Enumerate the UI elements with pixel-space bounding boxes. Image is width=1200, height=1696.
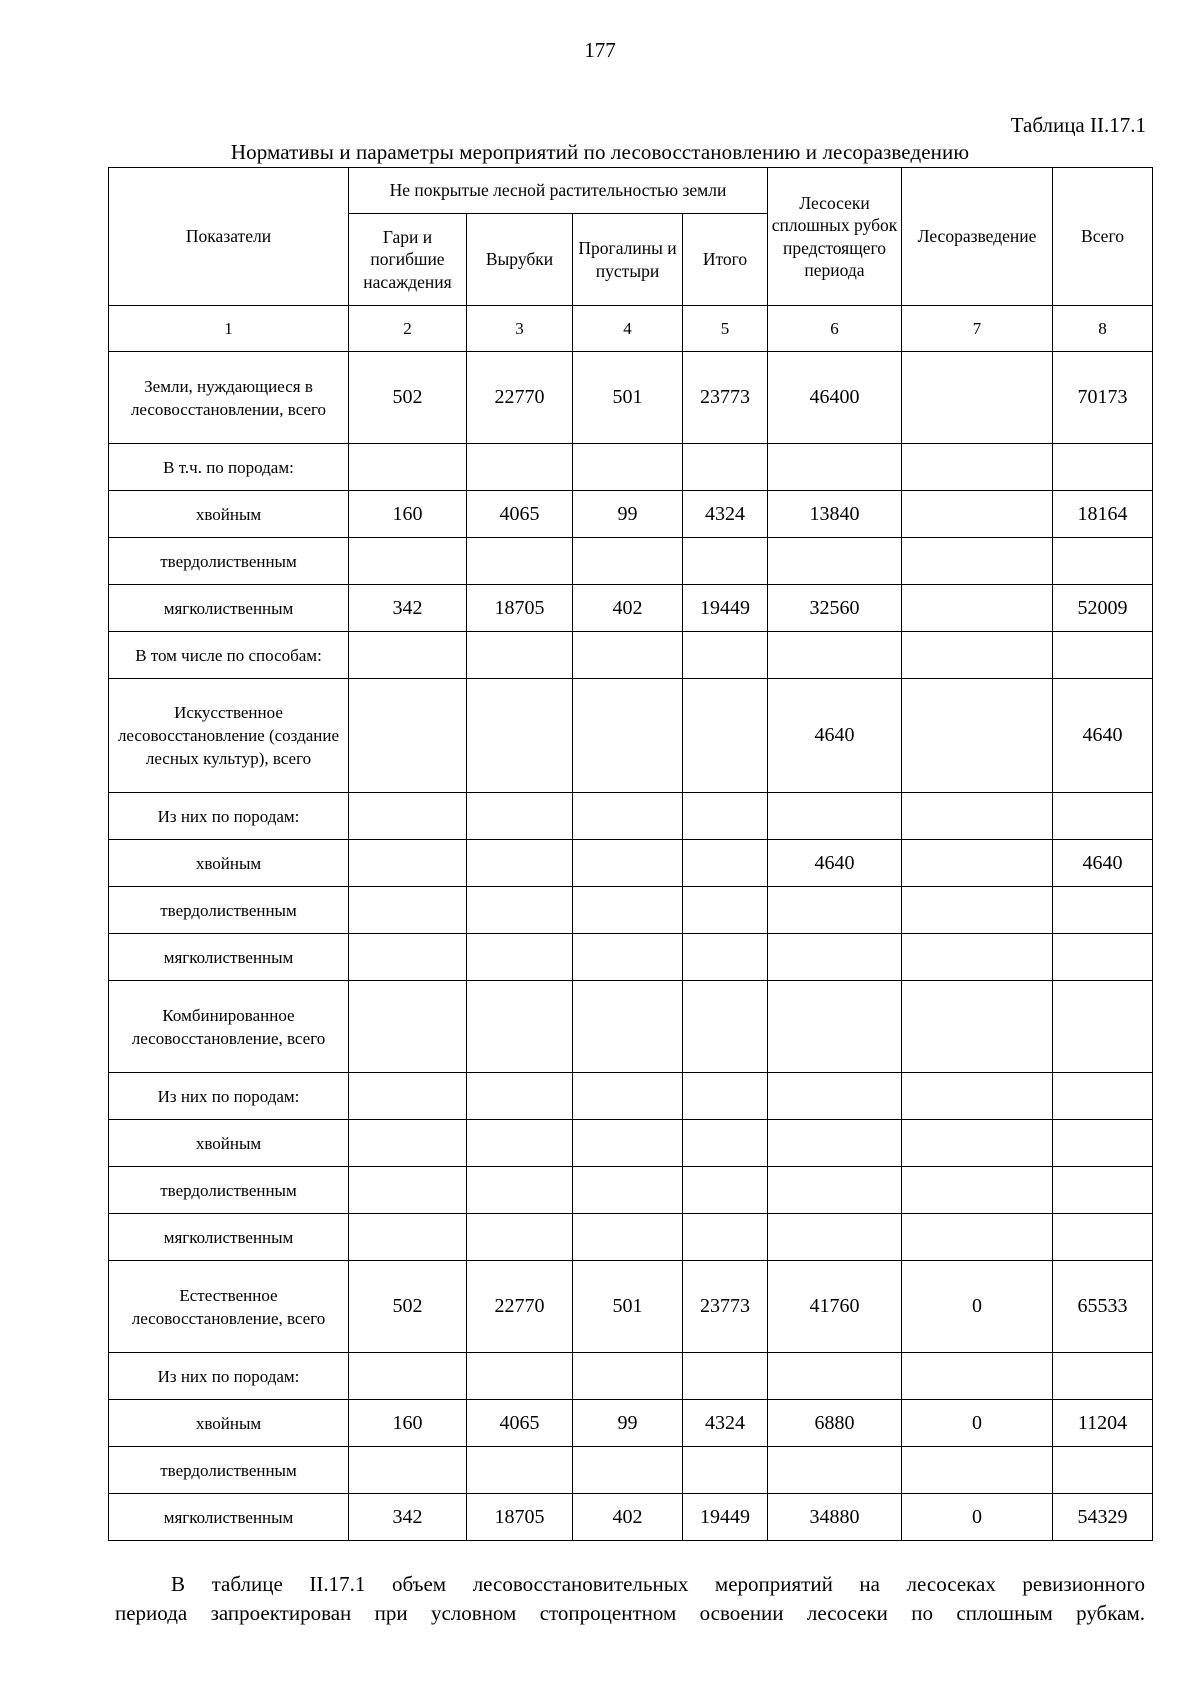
row-value: 0 [902,1261,1053,1353]
row-value [349,793,467,840]
row-value [573,679,683,793]
row-value [902,981,1053,1073]
row-value [467,1167,573,1214]
row-label: мягколиственным [109,1494,349,1541]
table-label: Таблица II.17.1 [1010,113,1146,137]
row-label: В т.ч. по породам: [109,444,349,491]
row-value [1053,444,1153,491]
row-value [467,981,573,1073]
row-label: твердолиственным [109,887,349,934]
row-value [768,1073,902,1120]
row-value: 32560 [768,585,902,632]
row-value [349,679,467,793]
row-value: 160 [349,1400,467,1447]
row-value [683,1353,768,1400]
row-value [467,1214,573,1261]
row-label: мягколиственным [109,1214,349,1261]
row-value [1053,1073,1153,1120]
row-value: 11204 [1053,1400,1153,1447]
column-number: 3 [467,306,573,352]
row-value: 18164 [1053,491,1153,538]
row-value: 342 [349,1494,467,1541]
row-value: 4640 [768,840,902,887]
row-value [1053,1353,1153,1400]
row-value [467,840,573,887]
row-value [683,934,768,981]
note-line-1: В таблице II.17.1 объем лесовосстановительных мероприятий на лесосеках ревизионного [171,1572,1145,1596]
row-value [902,1447,1053,1494]
row-value [768,1120,902,1167]
row-value [467,538,573,585]
row-value [768,1214,902,1261]
note-line-2: периода запроектирован при условном стопроцентном освоении лесосеки по сплошным рубкам. [115,1601,1145,1625]
row-value [902,934,1053,981]
table-row [109,1167,1153,1214]
row-value [573,1214,683,1261]
row-value [467,679,573,793]
row-value: 4640 [1053,840,1153,887]
table-row [109,1214,1153,1261]
row-value [573,887,683,934]
row-value [573,793,683,840]
row-value [768,793,902,840]
row-value: 4640 [1053,679,1153,793]
row-value [1053,934,1153,981]
row-value [1053,1214,1153,1261]
row-value [573,1073,683,1120]
table-row [109,679,1153,793]
table-row [109,840,1153,887]
row-label: В том числе по способам: [109,632,349,679]
row-value [902,1353,1053,1400]
row-label: Из них по породам: [109,1353,349,1400]
row-value: 4324 [683,491,768,538]
row-label: Из них по породам: [109,1073,349,1120]
row-value: 4065 [467,1400,573,1447]
row-value [467,1073,573,1120]
row-value [573,981,683,1073]
row-value [902,352,1053,444]
row-label: мягколиственным [109,585,349,632]
row-label: Из них по породам: [109,793,349,840]
row-value: 4065 [467,491,573,538]
row-label: хвойным [109,1400,349,1447]
row-label: твердолиственным [109,1447,349,1494]
row-value [683,632,768,679]
row-label: Земли, нуждающиеся в лесовосстановлении, всего [109,352,349,444]
row-value [902,1073,1053,1120]
row-value: 13840 [768,491,902,538]
row-value: 19449 [683,585,768,632]
row-value: 4640 [768,679,902,793]
row-value: 501 [573,1261,683,1353]
header-total: Всего [1053,168,1153,306]
row-value [683,538,768,585]
table-row [109,585,1153,632]
column-number: 5 [683,306,768,352]
row-value [768,981,902,1073]
row-value: 501 [573,352,683,444]
row-value [349,934,467,981]
row-value [573,934,683,981]
header-afforestation: Лесоразведение [902,168,1053,306]
row-value [1053,538,1153,585]
table-row [109,538,1153,585]
row-value: 402 [573,1494,683,1541]
note-paragraph [115,1570,1145,1628]
row-value: 18705 [467,1494,573,1541]
row-value: 19449 [683,1494,768,1541]
row-value [768,444,902,491]
row-value [1053,981,1153,1073]
row-value [1053,1447,1153,1494]
row-value [467,444,573,491]
table-row [109,1120,1153,1167]
row-value [768,887,902,934]
row-value [1053,887,1153,934]
row-value [683,679,768,793]
table-row [109,1261,1153,1353]
row-value: 502 [349,352,467,444]
row-value: 41760 [768,1261,902,1353]
row-value [1053,1120,1153,1167]
column-number: 7 [902,306,1053,352]
header-indicators: Показатели [109,168,349,306]
row-value: 0 [902,1494,1053,1541]
table-title: Нормативы и параметры мероприятий по лесовосстановлению и лесоразведению [230,140,970,164]
column-number: 8 [1053,306,1153,352]
header-cuttings: Вырубки [467,214,573,306]
row-value: 0 [902,1400,1053,1447]
row-label: Искусственное лесовосстановление (создание лесных культур), всего [109,679,349,793]
column-number: 6 [768,306,902,352]
column-number: 1 [109,306,349,352]
row-value [573,538,683,585]
row-value: 22770 [467,352,573,444]
row-value [349,840,467,887]
row-value: 34880 [768,1494,902,1541]
row-value [902,679,1053,793]
row-value [768,538,902,585]
row-value [902,840,1053,887]
header-glades: Прогалины и пустыри [573,214,683,306]
row-value: 23773 [683,1261,768,1353]
row-value [349,981,467,1073]
header-burned: Гари и погибшие насаждения [349,214,467,306]
header-subtotal: Итого [683,214,768,306]
row-label: твердолиственным [109,538,349,585]
table-row [109,934,1153,981]
row-value [349,538,467,585]
column-number: 2 [349,306,467,352]
row-value: 46400 [768,352,902,444]
column-number-row [109,306,1153,352]
row-value [349,1214,467,1261]
row-value: 99 [573,1400,683,1447]
row-value: 23773 [683,352,768,444]
row-value [467,632,573,679]
row-value: 160 [349,491,467,538]
header-unforested-group: Не покрытые лесной растительностью земли [349,168,768,214]
row-value: 70173 [1053,352,1153,444]
row-value: 6880 [768,1400,902,1447]
row-value [1053,1167,1153,1214]
row-value [902,585,1053,632]
row-value [683,444,768,491]
row-value [683,981,768,1073]
row-value: 4324 [683,1400,768,1447]
table-row [109,632,1153,679]
row-value [467,793,573,840]
row-value [349,444,467,491]
row-label: Естественное лесовосстановление, всего [109,1261,349,1353]
forest-restoration-table [108,167,1153,1541]
row-value [902,1167,1053,1214]
row-value [467,934,573,981]
row-value [683,1214,768,1261]
row-value [902,538,1053,585]
row-value: 54329 [1053,1494,1153,1541]
row-value [349,1447,467,1494]
row-value [573,444,683,491]
row-value [902,793,1053,840]
row-value [768,1353,902,1400]
row-value: 65533 [1053,1261,1153,1353]
row-value [467,1353,573,1400]
row-label: твердолиственным [109,1167,349,1214]
table-row [109,981,1153,1073]
table-row [109,1353,1153,1400]
row-label: Комбинированное лесовосстановление, всего [109,981,349,1073]
table-row [109,1073,1153,1120]
row-value [573,1447,683,1494]
row-value [573,1120,683,1167]
row-value [902,887,1053,934]
row-value [1053,793,1153,840]
table-row [109,793,1153,840]
table-row [109,1494,1153,1541]
row-value [683,1167,768,1214]
row-value [683,840,768,887]
row-value [683,1447,768,1494]
row-value [683,1073,768,1120]
table-row [109,1400,1153,1447]
row-value [349,1353,467,1400]
row-value [573,840,683,887]
table-row [109,491,1153,538]
row-value [349,632,467,679]
row-value [349,887,467,934]
row-value [768,1447,902,1494]
row-value [683,793,768,840]
row-value: 22770 [467,1261,573,1353]
row-value [902,1120,1053,1167]
row-value [902,491,1053,538]
row-value [467,1120,573,1167]
header-clearcut: Лесосеки сплошных рубок предстоящего периода [768,168,902,306]
row-value [573,1167,683,1214]
row-value [573,1353,683,1400]
row-value [573,632,683,679]
row-value [902,1214,1053,1261]
row-value [349,1167,467,1214]
row-value [1053,632,1153,679]
row-value [467,1447,573,1494]
row-value: 52009 [1053,585,1153,632]
column-number: 4 [573,306,683,352]
row-label: хвойным [109,491,349,538]
row-value [768,1167,902,1214]
page-number: 177 [584,38,616,62]
row-value: 502 [349,1261,467,1353]
row-label: хвойным [109,1120,349,1167]
row-value [467,887,573,934]
table-row [109,352,1153,444]
row-value: 18705 [467,585,573,632]
table-row [109,444,1153,491]
row-value [902,632,1053,679]
row-value: 99 [573,491,683,538]
row-value: 402 [573,585,683,632]
row-value [349,1120,467,1167]
row-value [349,1073,467,1120]
table-row [109,887,1153,934]
row-value [768,632,902,679]
row-value [768,934,902,981]
table-row [109,1447,1153,1494]
row-label: мягколиственным [109,934,349,981]
row-value: 342 [349,585,467,632]
row-label: хвойным [109,840,349,887]
row-value [683,1120,768,1167]
row-value [902,444,1053,491]
row-value [683,887,768,934]
